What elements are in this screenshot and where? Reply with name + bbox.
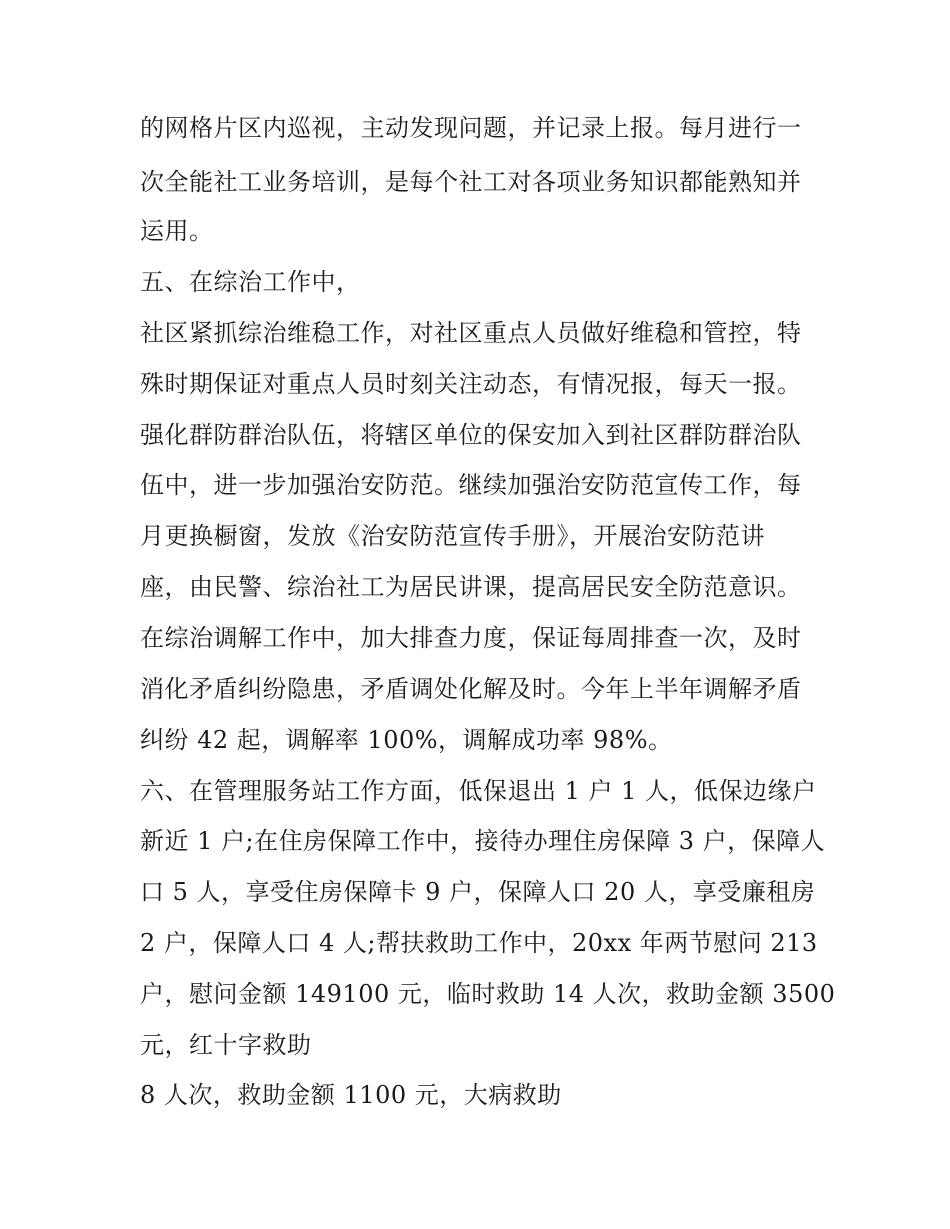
text-line: 口 5 人，享受住房保障卡 9 户，保障人口 20 人，享受廉租房 bbox=[140, 878, 816, 906]
text-line: 伍中，进一步加强治安防范。继续加强治安防范宣传工作，每 bbox=[140, 471, 802, 499]
text-line: 在综治调解工作中，加大排查力度，保证每周排查一次，及时 bbox=[140, 624, 802, 652]
section-heading: 五、在综治工作中， bbox=[140, 268, 361, 296]
text-line: 的网格片区内巡视，主动发现问题，并记录上报。每月进行一 bbox=[140, 114, 802, 142]
text-line: 8 人次，救助金额 1100 元，大病救助 bbox=[140, 1081, 562, 1109]
text-line: 运用。 bbox=[140, 217, 214, 245]
text-line: 座，由民警、综治社工为居民讲课，提高居民安全防范意识。 bbox=[140, 573, 802, 601]
text-line: 2 户，保障人口 4 人;帮扶救助工作中，20xx 年两节慰问 213 bbox=[140, 929, 818, 957]
text-line: 社区紧抓综治维稳工作，对社区重点人员做好维稳和管控，特 bbox=[140, 319, 802, 347]
text-line: 户，慰问金额 149100 元，临时救助 14 人次，救助金额 3500 bbox=[140, 980, 836, 1008]
text-line: 消化矛盾纠纷隐患，矛盾调处化解及时。今年上半年调解矛盾 bbox=[140, 675, 802, 703]
text-line: 次全能社工业务培训，是每个社工对各项业务知识都能熟知并 bbox=[140, 168, 802, 196]
text-line: 强化群防群治队伍，将辖区单位的保安加入到社区群防群治队 bbox=[140, 421, 802, 449]
text-line: 月更换橱窗，发放《治安防范宣传手册》，开展治安防范讲 bbox=[140, 522, 765, 550]
text-line: 新近 1 户;在住房保障工作中，接待办理住房保障 3 户，保障人 bbox=[140, 827, 826, 855]
text-line: 殊时期保证对重点人员时刻关注动态，有情况报，每天一报。 bbox=[140, 370, 802, 398]
text-line: 纠纷 42 起，调解率 100%，调解成功率 98%。 bbox=[140, 726, 673, 754]
text-line: 元，红十字救助 bbox=[140, 1031, 312, 1059]
section-heading: 六、在管理服务站工作方面，低保退出 1 户 1 人，低保边缘户 bbox=[140, 777, 817, 805]
